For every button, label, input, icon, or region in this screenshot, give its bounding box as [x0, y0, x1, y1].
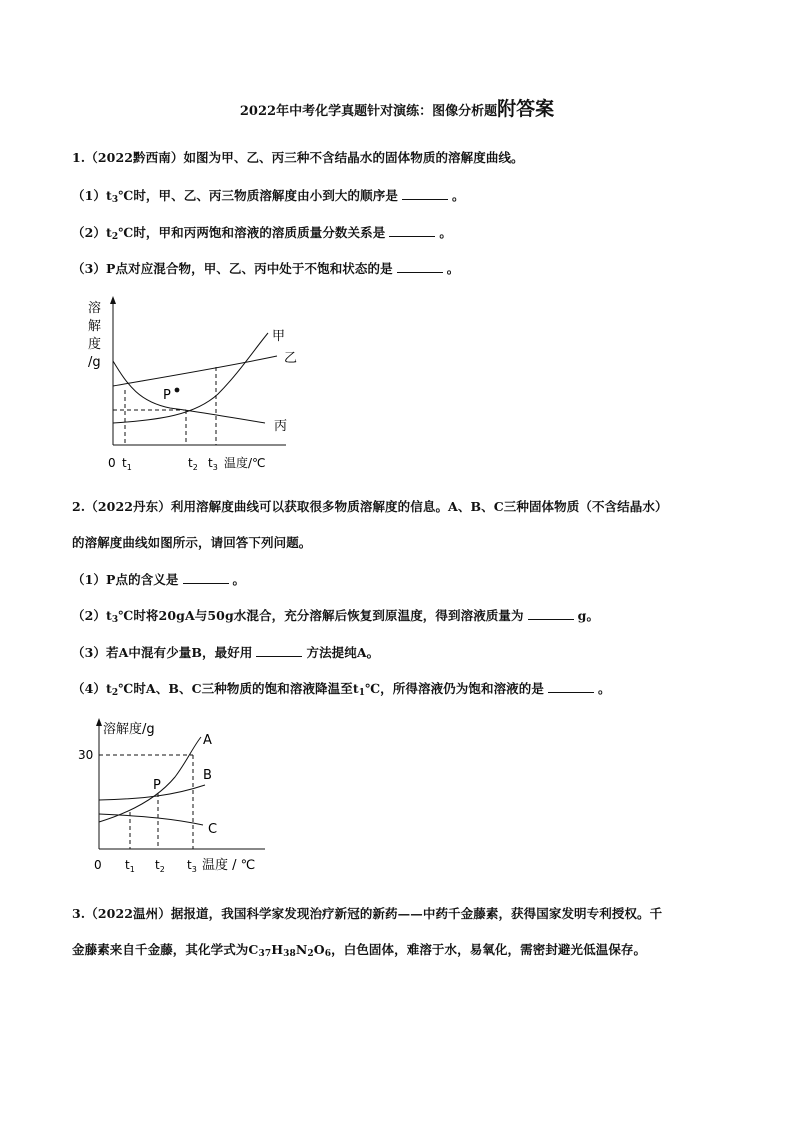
q2-stem-2: 的溶解度曲线如图所示，请回答下列问题。: [72, 535, 312, 550]
answer-blank[interactable]: [548, 680, 594, 693]
q2-stem-1: 2.（2022丹东）利用溶解度曲线可以获取很多物质溶解度的信息。A、B、C三种固体物质（不含结晶水）: [72, 499, 668, 514]
q1-y-arrow: [110, 296, 116, 304]
q2-label-a: A: [203, 733, 212, 748]
q1-ylabel-1: 溶: [88, 301, 102, 316]
q1-stem: 1.（2022黔西南）如图为甲、乙、丙三种不含结晶水的固体物质的溶解度曲线。: [72, 150, 524, 165]
q1-label-jia: 甲: [272, 329, 286, 344]
q1-label-yi: 乙: [284, 351, 298, 366]
q1-tick-t2: $t_2$: [188, 456, 198, 472]
q1-sub2: $(2)t_2℃$时，甲和丙两饱和溶液的溶质质量分数关系是 。: [72, 225, 452, 242]
q1-xlabel: 温度/℃: [224, 456, 266, 470]
q1-ylabel-3: 度: [88, 337, 102, 352]
answer-blank[interactable]: [183, 571, 229, 584]
q2-curve-a: [99, 737, 201, 822]
q2-label-c: C: [208, 822, 218, 837]
q1-sub1: $(1)t_3℃$时，甲、乙、丙三物质溶解度由小到大的顺序是 。: [72, 188, 465, 205]
q2-xlabel: 温度 / ℃: [202, 858, 256, 873]
q2-origin: 0: [94, 858, 102, 872]
q1-origin: 0: [108, 456, 116, 470]
q3-line-2: 金藤素来自千金藤，其化学式为$C_{37}H_{38}N_2O_6$，白色固体，难溶于水，易氧化，需密封避光低温保存。: [72, 942, 647, 959]
q1-ylabel-4: /g: [88, 355, 101, 370]
q1-curve-yi: [113, 356, 277, 386]
q2-sub2: $(2)t_3℃$时将20gA与50g水混合，充分溶解后恢复到原温度，得到溶液质量为 g。: [72, 608, 600, 625]
answer-blank[interactable]: [402, 187, 448, 200]
q2-tick-t2: $t_2$: [155, 858, 165, 874]
q1-curve-bing: [113, 361, 265, 423]
q1-tick-t3: $t_3$: [208, 456, 218, 472]
q1-label-bing: 丙: [274, 419, 288, 434]
page-title-main: 2022年中考化学真题针对演练：图像分析题: [239, 104, 498, 119]
answer-blank[interactable]: [397, 260, 443, 273]
q1-ylabel-2: 解: [88, 319, 102, 334]
q2-sub3: （3）若A中混有少量B，最好用 方法提纯A。: [72, 645, 380, 660]
q2-curve-c: [99, 814, 203, 825]
answer-blank[interactable]: [528, 607, 574, 620]
q1-point-label: P: [163, 388, 171, 403]
q2-label-b: B: [203, 768, 212, 783]
page-title-suffix: 附答案: [497, 98, 555, 120]
q3-line-1: 3.（2022温州）据报道，我国科学家发现治疗新冠的新药——中药千金藤素，获得国家发明专利授权。千: [72, 906, 663, 921]
answer-blank[interactable]: [389, 224, 435, 237]
answer-blank[interactable]: [256, 644, 302, 657]
q2-yvalue: 30: [78, 748, 94, 762]
q2-sub4: $(4)t_2℃$时A、B、C三种物质的饱和溶液降温至$t_1℃$，所得溶液仍为饱和溶液的是 。: [72, 681, 611, 698]
q2-solubility-chart: [75, 715, 270, 877]
page-title: [0, 98, 794, 123]
q2-y-arrow: [96, 718, 102, 726]
q2-tick-t1: $t_1$: [125, 858, 135, 874]
q2-point-label: P: [153, 778, 161, 793]
q1-point-p: [175, 388, 180, 393]
q2-ylabel: 溶解度/g: [103, 722, 155, 737]
q1-tick-t1: $t_1$: [122, 456, 132, 472]
q1-sub3: （3）P点对应混合物，甲、乙、丙中处于不饱和状态的是 。: [72, 261, 460, 276]
q1-solubility-chart: [80, 290, 310, 480]
q2-sub1: （1）P点的含义是 。: [72, 572, 246, 587]
q2-tick-t3: $t_3$: [187, 858, 197, 874]
